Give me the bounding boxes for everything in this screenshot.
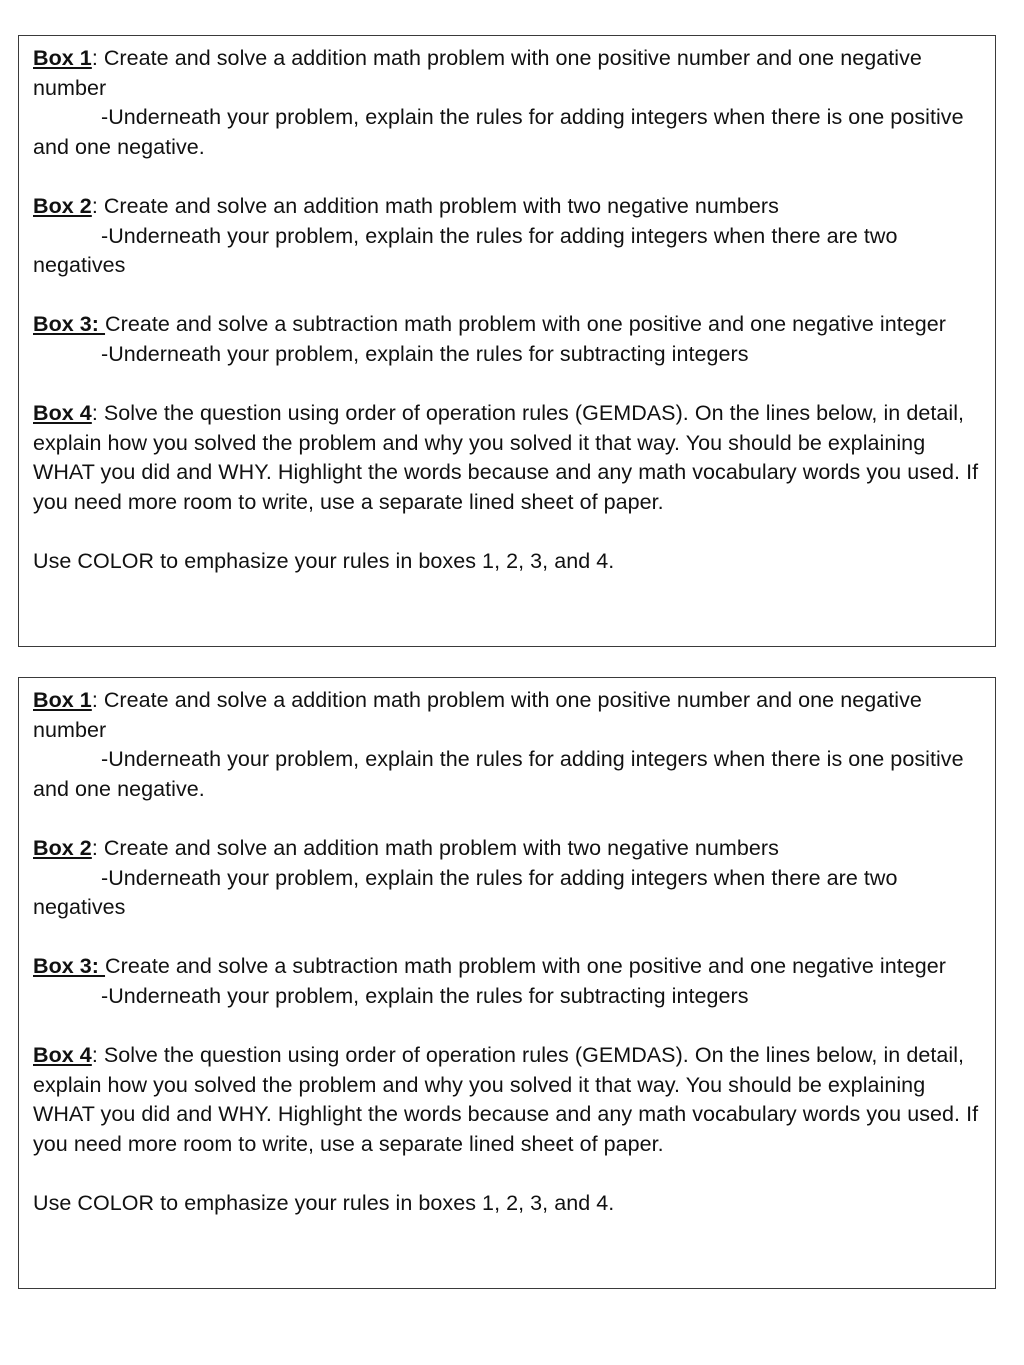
box1-label: Box 1 (33, 688, 92, 712)
instruction-card-bottom (18, 677, 996, 1289)
box2-paragraph (33, 192, 981, 281)
box4-label: Box 4 (33, 1043, 92, 1068)
box1-label: Box 1 (33, 46, 92, 70)
box4-text: : Solve the question using order of operation rules (GEMDAS). On the lines below, in detail, explain how you solved the problem and why you solved it that way. You should be explaining WHAT you did and WHY. Highlight the words because and any math vocabulary words you used. If you need more room to write, use a separate lined sheet of paper. (33, 401, 979, 514)
box2-text: : Create and solve an addition math problem with two negative numbers (91, 193, 779, 218)
box3-text: Create and solve a subtraction math problem with one positive and one negative integer (105, 312, 946, 337)
box4-paragraph (33, 1041, 981, 1159)
box2-subtext: -Underneath your problem, explain the rules for adding integers when there are two negatives (33, 223, 898, 278)
box2-label: Box 2 (33, 193, 92, 218)
box1-paragraph (33, 686, 981, 804)
box1-text: : Create and solve a addition math problem with one positive number and one negative number (33, 46, 922, 100)
color-instruction: Use COLOR to emphasize your rules in boxes 1, 2, 3, and 4. (33, 1191, 615, 1216)
box3-subtext: -Underneath your problem, explain the rules for subtracting integers (101, 983, 749, 1008)
box1-subtext: -Underneath your problem, explain the rules for adding integers when there is one positive and one negative. (33, 747, 964, 801)
box1-text: : Create and solve a addition math problem with one positive number and one negative number (33, 688, 922, 742)
color-instruction: Use COLOR to emphasize your rules in boxes 1, 2, 3, and 4. (33, 549, 615, 574)
box3-text: Create and solve a subtraction math problem with one positive and one negative integer (105, 954, 946, 979)
box2-paragraph (33, 834, 981, 923)
box3-paragraph (33, 310, 981, 369)
box2-subtext: -Underneath your problem, explain the rules for adding integers when there are two negatives (33, 865, 898, 920)
box3-paragraph (33, 952, 981, 1011)
instruction-card-top (18, 35, 996, 647)
box3-label: Box 3: (33, 954, 106, 979)
box4-paragraph (33, 399, 981, 517)
box2-text: : Create and solve an addition math problem with two negative numbers (91, 835, 779, 860)
box3-subtext: -Underneath your problem, explain the rules for subtracting integers (101, 341, 749, 366)
box1-paragraph (33, 44, 981, 162)
box4-text: : Solve the question using order of operation rules (GEMDAS). On the lines below, in detail, explain how you solved the problem and why you solved it that way. You should be explaining WHAT you did and WHY. Highlight the words because and any math vocabulary words you used. If you need more room to write, use a separate lined sheet of paper. (33, 1043, 979, 1156)
box2-label: Box 2 (33, 835, 92, 860)
box4-label: Box 4 (33, 401, 92, 426)
box1-subtext: -Underneath your problem, explain the rules for adding integers when there is one positive and one negative. (33, 105, 964, 159)
box3-label: Box 3: (33, 312, 106, 337)
